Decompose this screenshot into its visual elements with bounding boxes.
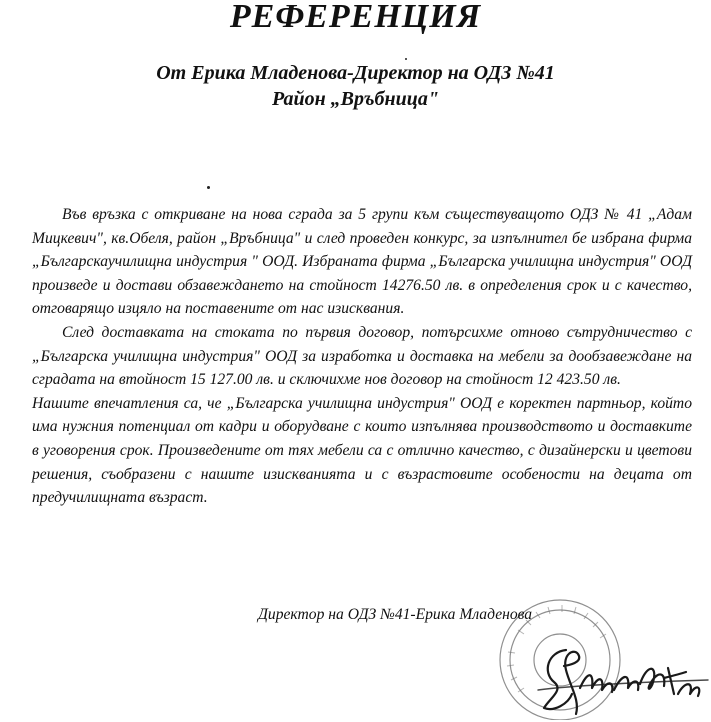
author-line: От Ерика Младенова-Директор на ОДЗ №41 <box>156 62 555 84</box>
handwritten-signature <box>528 630 711 720</box>
body-paragraph-1: Във връзка с откриване на нова сграда за 5 групи към съществуващото ОДЗ № 41 „Адам Мицкевич", кв.Обеля, район „Връбница" и след проведен конкурс, за изпълнител бе избрана фирма „Българскаучилищна индустрия " ООД. Избраната фирма „Българска училищна индустрия" ООД произведе и достави обзавеждането на стойност 14276.50 лв. в определения срок и с качество, отговарящо изцяло на поставените от нас изисквания. <box>32 206 692 318</box>
document-title: РЕФЕРЕНЦИЯ <box>229 0 482 35</box>
scan-speck <box>207 186 210 189</box>
body-paragraph-3: Нашите впечатления са, че „Българска училищна индустрия" ООД е коректен партньор, който има нужния потенциал от кадри и оборудване с които изпълнява производството и доставките в уговорения срок. Произведените от тях мебели са с отлично качество, с дизайнерски и цветови решения, съобразени с нашите изискванията и с възрастовите особености на децата от предучилищната възраст. <box>32 394 692 507</box>
body-paragraph-2: След доставката на стоката по първия договор, потърсихме отново сътрудничество с „Българска училищна индустрия" ООД за изработка и доставка на мебели за дообзавеждане на сградата на втойност 15 127.00 лв. и сключихме нов договор на стойност 12 423.50 лв. <box>32 323 692 389</box>
scan-speck <box>405 58 407 60</box>
letter-body <box>32 203 692 510</box>
signature-line: Директор на ОДЗ №41-Ерика Младенова <box>258 606 533 623</box>
district-line: Район „Връбница" <box>272 88 439 110</box>
